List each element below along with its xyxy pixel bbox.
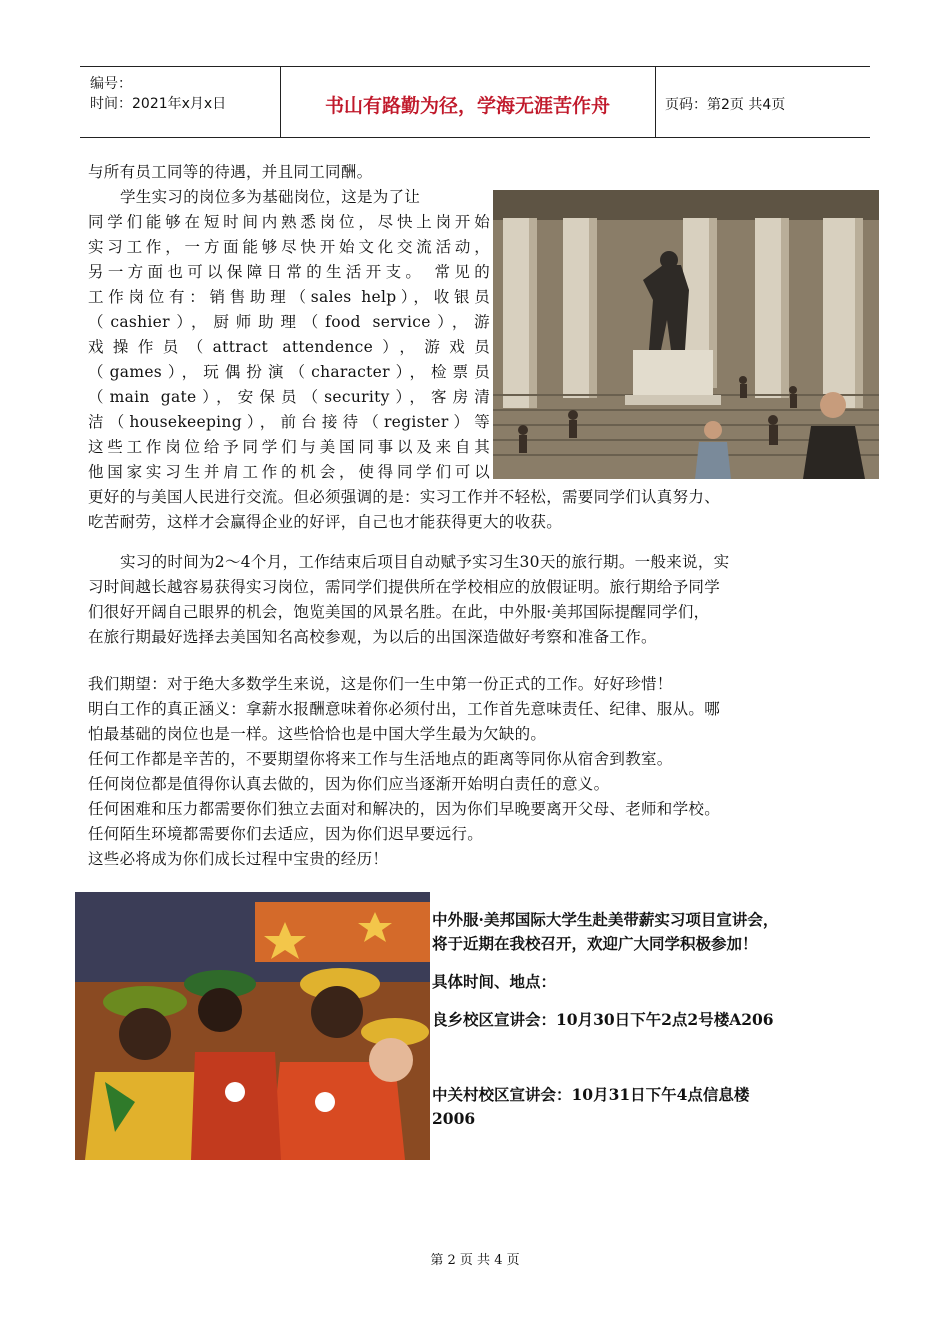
para1-full-line: 吃苦耐劳，这样才会赢得企业的好评，自己也才能获得更大的收获。 bbox=[88, 513, 563, 531]
page-footer: 第 2 页 共 4 页 bbox=[430, 1253, 520, 1268]
expect-line: 任何陌生环境都需要你们去适应，因为你们迟早要远行。 bbox=[88, 825, 484, 843]
para1-line: 另一方面也可以保障日常的生活开支。 常见的 bbox=[88, 263, 490, 281]
number-label: 编号： bbox=[90, 76, 132, 92]
para1-line: （games），玩偶扮演（character），检票员 bbox=[88, 363, 490, 381]
expectations-section bbox=[88, 672, 868, 872]
para1-line: （main gate），安保员（security），客房清 bbox=[88, 388, 490, 406]
page-info: 页码：第2页 共4页 bbox=[665, 97, 786, 113]
para2-line: 们很好开阔自己眼界的机会，饱览美国的风景名胜。在此，中外服·美邦国际提醒同学们， bbox=[88, 603, 710, 621]
intro-line: 与所有员工同等的待遇，并且同工同酬。 bbox=[88, 163, 373, 181]
statue-scene-illustration bbox=[493, 190, 879, 479]
paragraph-1-wrapped bbox=[88, 185, 490, 485]
para1-line: 实习工作，一方面能够尽快开始文化交流活动， bbox=[88, 238, 490, 256]
photo-statue-steps bbox=[493, 190, 879, 479]
paragraph-2 bbox=[88, 550, 868, 650]
para1-line: 工作岗位有：销售助理（sales help），收银员 bbox=[88, 288, 490, 306]
para1-line: 戏操作员（attract attendence），游戏员 bbox=[88, 338, 490, 356]
para1-line: 洁（housekeeping），前台接待（register）等 bbox=[88, 413, 490, 431]
event-liangxiang: 良乡校区宣讲会：10月30日下午2点2号楼A206 bbox=[432, 1010, 774, 1029]
expect-line: 任何工作都是辛苦的，不要期望你将来工作与生活地点的距离等同你从宿舍到教室。 bbox=[88, 750, 673, 768]
event-time-place-label: 具体时间、地点： bbox=[432, 972, 557, 991]
para2-line: 实习的时间为2～4个月，工作结束后项目自动赋予实习生30天的旅行期。一般来说，实 bbox=[120, 553, 730, 571]
para1-line: （cashier），厨师助理（food service），游 bbox=[88, 313, 490, 331]
para1-line: 这些工作岗位给予同学们与美国同事以及来自其 bbox=[88, 438, 490, 456]
header-motto-cell bbox=[280, 67, 656, 137]
paragraph-1-continued bbox=[88, 485, 868, 535]
expect-line: 明白工作的真正涵义：拿薪水报酬意味着你必须付出，工作首先意味责任、纪律、服从。哪 bbox=[88, 700, 721, 718]
date-line: 时间：2021年x月x日 bbox=[90, 96, 227, 112]
event-zhongguancun-line-1: 中关村校区宣讲会：10月31日下午4点信息楼 bbox=[432, 1085, 750, 1104]
header-meta bbox=[80, 67, 281, 137]
photo-workers-uniforms bbox=[75, 892, 430, 1160]
para2-line: 在旅行期最好选择去美国知名高校参观，为以后的出国深造做好考察和准备工作。 bbox=[88, 628, 657, 646]
expect-line: 怕最基础的岗位也是一样。这些恰恰也是中国大学生最为欠缺的。 bbox=[88, 725, 547, 743]
para1-line: 学生实习的岗位多为基础岗位，这是为了让 bbox=[120, 188, 421, 206]
para2-line: 习时间越长越容易获得实习岗位，需同学们提供所在学校相应的放假证明。旅行期给予同学 bbox=[88, 578, 721, 596]
para1-full-line: 更好的与美国人民进行交流。但必须强调的是：实习工作并不轻松，需要同学们认真努力、 bbox=[88, 488, 721, 506]
event-title-line-1: 中外服·美邦国际大学生赴美带薪实习项目宣讲会， bbox=[432, 910, 779, 929]
page-header bbox=[80, 66, 870, 138]
expect-line: 任何困难和压力都需要你们独立去面对和解决的，因为你们早晚要离开父母、老师和学校。 bbox=[88, 800, 721, 818]
expect-line: 任何岗位都是值得你认真去做的，因为你们应当逐渐开始明白责任的意义。 bbox=[88, 775, 610, 793]
expect-line: 我们期望：对于绝大多数学生来说，这是你们一生中第一份正式的工作。好好珍惜！ bbox=[88, 675, 673, 693]
para1-line: 同学们能够在短时间内熟悉岗位，尽快上岗开始 bbox=[88, 213, 490, 231]
event-title-line-2: 将于近期在我校召开，欢迎广大同学积极参加！ bbox=[432, 934, 758, 953]
expect-line: 这些必将成为你们成长过程中宝贵的经历！ bbox=[88, 850, 389, 868]
motto: 书山有路勤为径，学海无涯苦作舟 bbox=[324, 95, 610, 117]
para1-line: 他国家实习生并肩工作的机会，使得同学们可以 bbox=[88, 463, 490, 481]
event-zhongguancun-line-2: 2006 bbox=[432, 1109, 476, 1128]
workers-scene-illustration bbox=[75, 892, 430, 1160]
